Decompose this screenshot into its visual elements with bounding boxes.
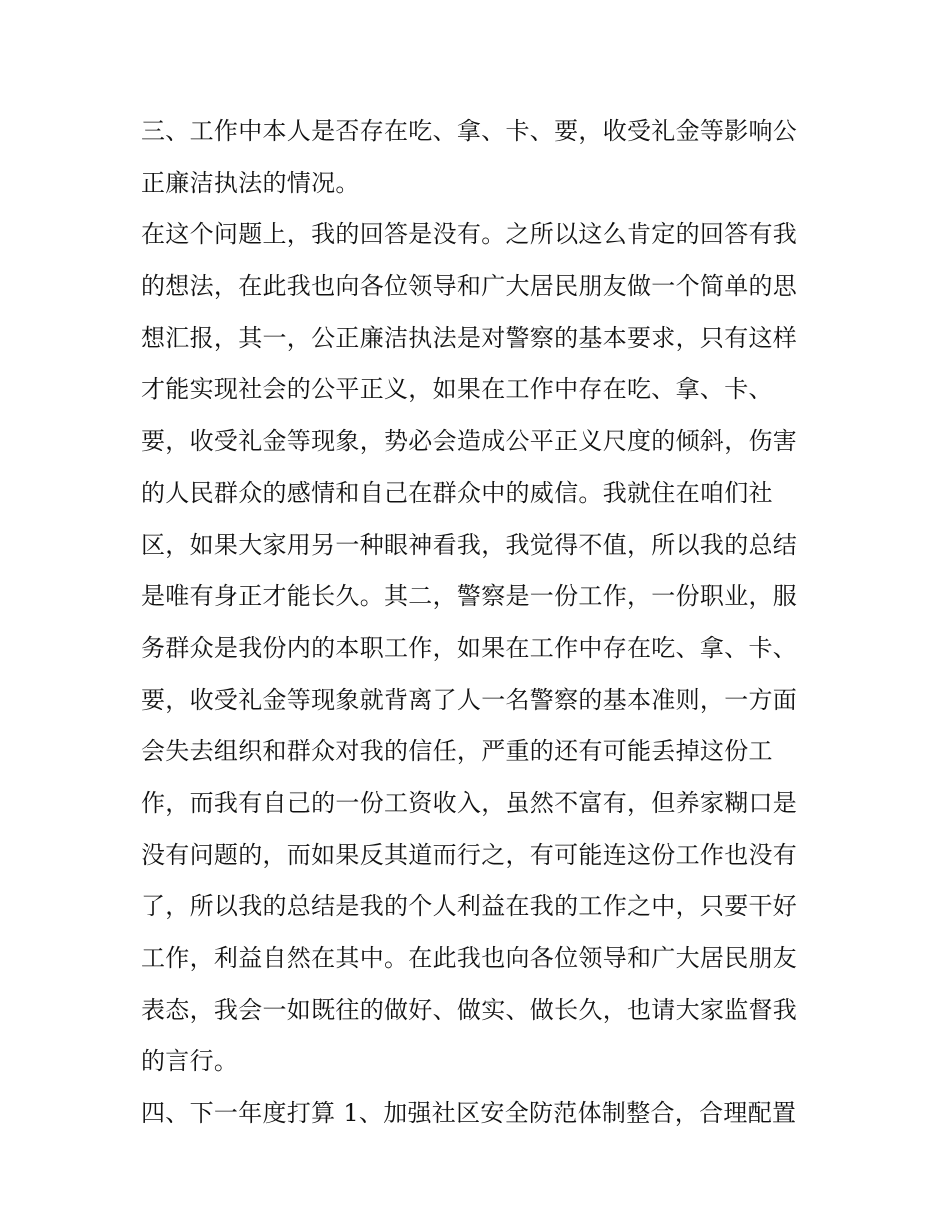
paragraph-line: 了，所以我的总结是我的个人利益在我的工作之中，只要干好 <box>141 892 798 921</box>
paragraph-line: 才能实现社会的公平正义，如果在工作中存在吃、拿、卡、 <box>141 375 773 404</box>
paragraph-line: 的想法，在此我也向各位领导和广大居民朋友做一个简单的思 <box>141 272 798 301</box>
paragraph-line: 区，如果大家用另一种眼神看我，我觉得不值，所以我的总结 <box>141 530 798 559</box>
paragraph-line: 工作，利益自然在其中。在此我也向各位领导和广大居民朋友 <box>141 944 798 972</box>
paragraph-line: 的人民群众的感情和自己在群众中的威信。我就住在咱们社 <box>141 478 773 507</box>
paragraph-line: 要，收受礼金等现象就背离了人一名警察的基本准则，一方面 <box>141 685 798 714</box>
paragraph-line: 是唯有身正才能长久。其二，警察是一份工作，一份职业，服 <box>141 582 798 611</box>
paragraph-line: 没有问题的，而如果反其道而行之，有可能连这份工作也没有 <box>141 840 798 869</box>
paragraph-line: 表态，我会一如既往的做好、做实、做长久，也请大家监督我 <box>141 995 798 1024</box>
paragraph-line: 会失去组织和群众对我的信任，严重的还有可能丢掉这份工 <box>141 737 773 766</box>
paragraph-line: 的言行。 <box>141 1047 239 1076</box>
paragraph-line: 务群众是我份内的本职工作，如果在工作中存在吃、拿、卡、 <box>141 633 798 662</box>
section-heading-3-line-2: 正廉洁执法的情况。 <box>141 168 360 197</box>
paragraph-line: 在这个问题上，我的回答是没有。之所以这么肯定的回答有我 <box>141 220 798 249</box>
paragraph-line: 要，收受礼金等现象，势必会造成公平正义尺度的倾斜，伤害 <box>141 427 798 456</box>
paragraph-line: 作，而我有自己的一份工资收入，虽然不富有，但养家糊口是 <box>141 788 798 817</box>
section-heading-3-line-1: 三、工作中本人是否存在吃、拿、卡、要，收受礼金等影响公 <box>141 117 798 145</box>
section-heading-4-line: 四、下一年度打算 1、加强社区安全防范体制整合，合理配置 <box>141 1099 797 1128</box>
paragraph-line: 想汇报，其一，公正廉洁执法是对警察的基本要求，只有这样 <box>141 323 798 352</box>
document-body <box>141 106 813 1140</box>
